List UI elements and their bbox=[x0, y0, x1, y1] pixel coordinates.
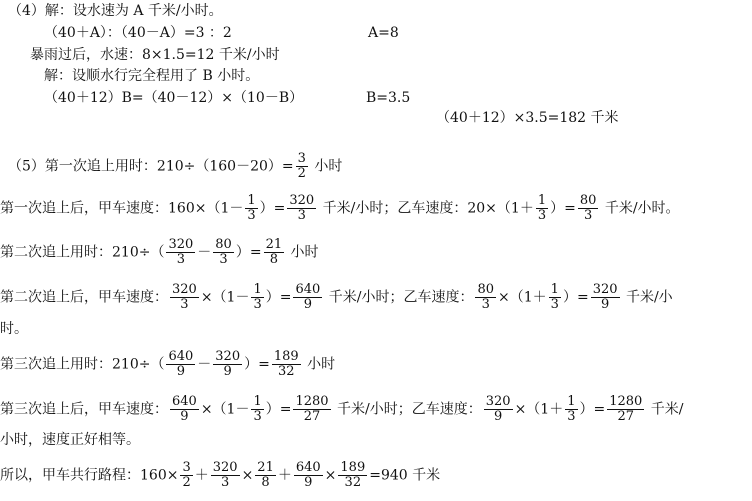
part4-line1: （4）解：设水速为 A 千米/小时。 bbox=[8, 3, 223, 19]
text-segment: ×（1＋ bbox=[514, 401, 564, 418]
part4-a-result: A=8 bbox=[368, 25, 399, 41]
text-segment: ）= bbox=[259, 200, 286, 217]
part5-row1 bbox=[8, 152, 342, 181]
text-segment: 千米/小时；乙车速度：20×（1＋ bbox=[318, 200, 534, 217]
part5-row2 bbox=[0, 194, 680, 223]
text-segment: 第二次追上后，甲车速度： bbox=[0, 289, 168, 306]
fraction bbox=[287, 194, 316, 223]
part5-row6-wrap: 小时，速度正好相等。 bbox=[0, 432, 140, 448]
fraction bbox=[296, 152, 308, 181]
denominator: 3 bbox=[176, 252, 185, 267]
denominator: 3 bbox=[219, 252, 228, 267]
text-segment: 千米/小时。 bbox=[600, 200, 680, 217]
denominator: 9 bbox=[600, 297, 610, 312]
fraction bbox=[251, 283, 263, 312]
numerator: 21 bbox=[265, 237, 283, 252]
fraction bbox=[170, 395, 199, 424]
numerator: 320 bbox=[172, 282, 197, 297]
text-segment: 小时 bbox=[286, 244, 319, 261]
part4-line3: 暴雨过后，水速：8×1.5=12 千米/小时 bbox=[30, 47, 280, 63]
fraction bbox=[166, 350, 195, 379]
numerator: 1 bbox=[253, 282, 262, 297]
fraction bbox=[591, 283, 620, 312]
numerator: 80 bbox=[215, 237, 232, 252]
fraction bbox=[565, 395, 577, 424]
denominator: 2 bbox=[182, 475, 191, 490]
fraction bbox=[255, 461, 276, 490]
fraction bbox=[211, 461, 240, 490]
denominator: 9 bbox=[303, 297, 313, 312]
numerator: 1 bbox=[537, 193, 547, 208]
text-segment: ）= bbox=[235, 244, 262, 261]
text-segment: 千米/小时；乙车速度： bbox=[332, 401, 482, 418]
fraction bbox=[484, 395, 513, 424]
denominator: 32 bbox=[277, 364, 295, 379]
text-segment: 千米/小时；乙车速度： bbox=[324, 289, 474, 306]
fraction bbox=[607, 395, 644, 424]
denominator: 3 bbox=[221, 475, 230, 490]
part4-distance: （40＋12）×3.5=182 千米 bbox=[436, 110, 619, 126]
numerator: 1280 bbox=[609, 394, 643, 409]
text-segment: － bbox=[197, 244, 212, 261]
text-segment: ）= bbox=[265, 289, 292, 306]
numerator: 21 bbox=[257, 460, 274, 475]
denominator: 3 bbox=[180, 297, 189, 312]
fraction bbox=[180, 461, 192, 490]
numerator: 80 bbox=[579, 193, 597, 208]
denominator: 8 bbox=[269, 252, 278, 267]
text-segment: ×（1＋ bbox=[498, 289, 547, 306]
part5-row7 bbox=[0, 461, 440, 490]
fraction bbox=[549, 283, 561, 312]
text-segment: （5）第一次追上用时：210÷（160－20）= bbox=[8, 158, 294, 175]
denominator: 9 bbox=[304, 475, 313, 490]
denominator: 3 bbox=[253, 297, 262, 312]
part5-row3 bbox=[0, 238, 319, 267]
numerator: 189 bbox=[273, 349, 299, 364]
numerator: 3 bbox=[297, 151, 306, 166]
numerator: 1 bbox=[567, 394, 576, 409]
fraction bbox=[245, 194, 257, 223]
denominator: 3 bbox=[567, 409, 576, 424]
fraction bbox=[166, 238, 195, 267]
text-segment: 小时 bbox=[302, 356, 336, 373]
part5-row5 bbox=[0, 350, 335, 379]
part5-row6 bbox=[0, 395, 684, 424]
numerator: 320 bbox=[592, 282, 618, 297]
denominator: 3 bbox=[537, 208, 547, 223]
numerator: 1 bbox=[247, 193, 256, 208]
numerator: 320 bbox=[215, 349, 241, 364]
text-segment: 千米/小 bbox=[621, 289, 673, 306]
denominator: 9 bbox=[176, 364, 185, 379]
denominator: 2 bbox=[297, 166, 306, 181]
numerator: 3 bbox=[182, 460, 191, 475]
numerator: 1 bbox=[253, 394, 262, 409]
fraction bbox=[293, 283, 322, 312]
fraction bbox=[213, 350, 242, 379]
text-segment: 所以，甲车共行路程：160× bbox=[0, 467, 179, 484]
numerator: 1 bbox=[550, 282, 559, 297]
denominator: 3 bbox=[481, 297, 490, 312]
fraction bbox=[578, 194, 599, 223]
part5-row4 bbox=[0, 283, 673, 312]
fraction bbox=[294, 461, 323, 490]
denominator: 3 bbox=[297, 208, 306, 223]
fraction bbox=[213, 238, 234, 267]
denominator: 27 bbox=[617, 409, 635, 424]
text-segment: 千米/ bbox=[646, 401, 684, 418]
part4-ratio-equation: （40＋A）：（40－A）=3 ：2 bbox=[44, 25, 232, 41]
text-segment: 第一次追上后，甲车速度：160×（1－ bbox=[0, 200, 244, 217]
text-segment: 第三次追上后，甲车速度： bbox=[0, 401, 168, 418]
numerator: 320 bbox=[289, 193, 315, 208]
denominator: 32 bbox=[344, 475, 362, 490]
text-segment: ＋ bbox=[194, 467, 209, 484]
numerator: 1280 bbox=[295, 394, 329, 409]
text-segment: 第二次追上用时：210÷（ bbox=[0, 244, 165, 261]
denominator: 3 bbox=[247, 208, 256, 223]
text-segment: 小时 bbox=[309, 158, 343, 175]
denominator: 9 bbox=[494, 409, 503, 424]
denominator: 8 bbox=[261, 475, 270, 490]
text-segment: ×（1－ bbox=[200, 401, 250, 418]
fraction bbox=[272, 350, 301, 379]
text-segment: ）= bbox=[265, 401, 292, 418]
numerator: 80 bbox=[477, 282, 495, 297]
text-segment: ）= bbox=[550, 200, 576, 217]
fraction bbox=[170, 283, 199, 312]
numerator: 640 bbox=[172, 394, 197, 409]
numerator: 640 bbox=[295, 282, 321, 297]
part5-row4-wrap: 时。 bbox=[0, 321, 28, 337]
numerator: 640 bbox=[168, 349, 194, 364]
fraction bbox=[264, 238, 285, 267]
denominator: 9 bbox=[180, 409, 189, 424]
text-segment: =940 千米 bbox=[369, 467, 441, 484]
numerator: 320 bbox=[212, 460, 238, 475]
numerator: 320 bbox=[168, 237, 194, 252]
text-segment: ＋ bbox=[277, 467, 292, 484]
text-segment: 第三次追上用时：210÷（ bbox=[0, 356, 165, 373]
denominator: 3 bbox=[550, 297, 559, 312]
text-segment: × bbox=[324, 467, 337, 484]
text-segment: ）= bbox=[562, 289, 589, 306]
fraction bbox=[251, 395, 263, 424]
fraction bbox=[293, 395, 330, 424]
numerator: 320 bbox=[485, 394, 511, 409]
numerator: 640 bbox=[295, 460, 321, 475]
part4-b-equation: （40＋12）B=（40－12）×（10－B） bbox=[44, 90, 304, 106]
text-segment: － bbox=[197, 356, 212, 373]
denominator: 9 bbox=[223, 364, 232, 379]
part4-line4: 解：设顺水行完全程用了 B 小时。 bbox=[44, 68, 260, 84]
fraction bbox=[536, 194, 548, 223]
denominator: 3 bbox=[253, 409, 262, 424]
fraction bbox=[338, 461, 367, 490]
fraction bbox=[475, 283, 496, 312]
text-segment: ）= bbox=[244, 356, 270, 373]
numerator: 189 bbox=[340, 460, 366, 475]
denominator: 3 bbox=[583, 208, 593, 223]
denominator: 27 bbox=[303, 409, 321, 424]
text-segment: ）= bbox=[579, 401, 606, 418]
text-segment: ×（1－ bbox=[200, 289, 250, 306]
text-segment: × bbox=[241, 467, 254, 484]
part4-b-result: B=3.5 bbox=[366, 90, 411, 106]
